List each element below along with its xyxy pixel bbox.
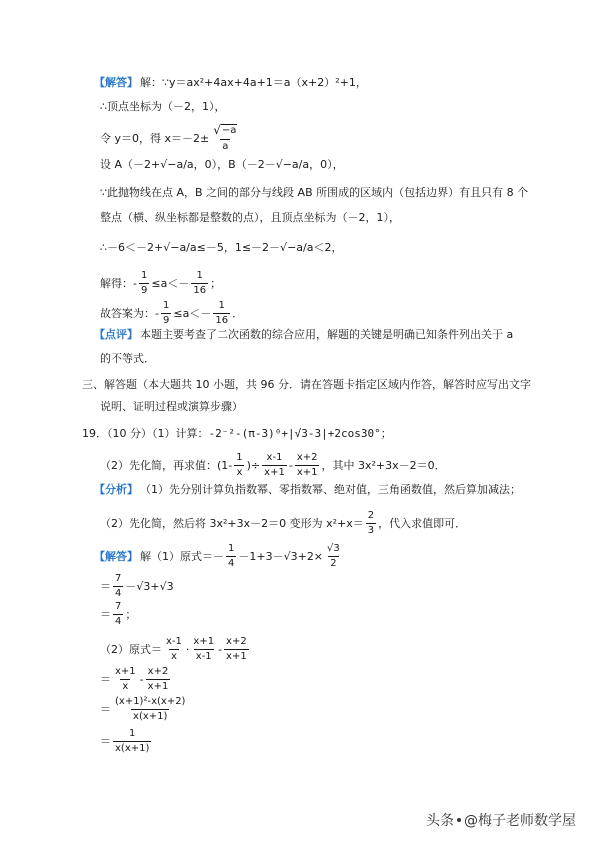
section-heading: 三、解答题（本大题共 10 小题，共 96 分．请在答题卡指定区域内作答，解答时应写出文字 [82, 378, 531, 391]
points-line: 设 A（－2+√−a/a，0），B（－2－√−a/a，0）， [100, 158, 344, 171]
answer-line: 故答案为： - $\frac{1}{9}$ ≤a＜－ $\frac{1}{16}$ ． [100, 300, 244, 326]
simplify-line: （2）原式＝ $\frac{x-1}{x}$ · $\frac{x+1}{x-1}$ - $\frac{x+2}{x+1}$ [100, 636, 247, 662]
watermark-handle: @梅子老师数学屋 [464, 813, 576, 829]
root-prefix: 令 y＝0，得 x＝－2± [100, 131, 210, 145]
solution-2-result: ＝ $\frac{7}{4}$ ； [100, 601, 137, 627]
solution-text: 解：∵y＝ax²+4ax+4a+1＝a（x+2）²+1， [140, 76, 367, 89]
root-fraction: √ −a a [213, 123, 237, 152]
simplify-step-2: ＝ $\frac{\text{(x+1)²-x(x+2)}}{x(x+1)}$ [100, 696, 186, 722]
solution-2-line: 【解答】 解（1）原式＝ － $\frac{1}{4}$ －1+3－√3+2× $\frac{√3}{2}$ [94, 543, 340, 569]
vertex-line: ∴顶点坐标为（－2，1）， [100, 100, 226, 113]
root-line [100, 124, 241, 153]
solution-2-step: ＝ $\frac{7}{4}$ －√3+√3 [100, 573, 174, 599]
comment-line: 【点评】 本题主要考查了二次函数的综合应用，解题的关键是明确已知条件列出关于 a [94, 328, 514, 341]
lattice-line: 整点（横、纵坐标都是整数的点），且顶点坐标为（－2，1）， [100, 211, 400, 224]
watermark-platform: 头条 [426, 813, 454, 829]
result-line: 解得： - $\frac{1}{9}$ ≤a＜－ $\frac{1}{16}$ ； [100, 270, 222, 296]
dot-icon [457, 818, 461, 822]
inequality-line: ∴－6＜－2+√−a/a≤－5，1≤－2－√−a/a＜2， [100, 241, 343, 254]
question-19-part2: （2）先化简，再求值： (1- $\frac{1}{x}$ )÷ $\frac{x-1}{x+1}$ - $\frac{x+2}{x+1}$ ，其中 3x²+3x－2＝0． [100, 452, 446, 478]
simplify-step-3: ＝ $\frac{1}{x(x+1)}$ [100, 728, 150, 754]
simplify-step-1: ＝ $\frac{x+1}{x}$ - $\frac{x+2}{x+1}$ [100, 666, 169, 692]
calc-expression: -2⁻²-(π-3)⁰+|√3-3|+2cos30° [208, 427, 381, 440]
analysis-line-2: （2）先化简，然后将 3x²+3x－2＝0 变形为 x²+x＝ $\frac{2}{3}$ ，代入求值即可． [100, 510, 467, 536]
question-19: 19．（10 分）（1）计算： -2⁻²-(π-3)⁰+|√3-3|+2cos30° ； [82, 427, 392, 440]
condition-line: ∵此抛物线在点 A，B 之间的部分与线段 AB 所围成的区域内（包括边界）有且只有 8 个 [100, 186, 529, 199]
section-subheading: 说明、证明过程或演算步骤） [100, 400, 243, 413]
comment-tail: 的不等式． [100, 352, 155, 365]
solution-line-1 [94, 76, 367, 90]
solution-tag: 【解答】 [94, 76, 138, 89]
analysis-line: 【分析】 （1）先分别计算负指数幂、零指数幂、绝对值，三角函数值，然后算加减法； [94, 483, 521, 496]
watermark [426, 810, 576, 830]
